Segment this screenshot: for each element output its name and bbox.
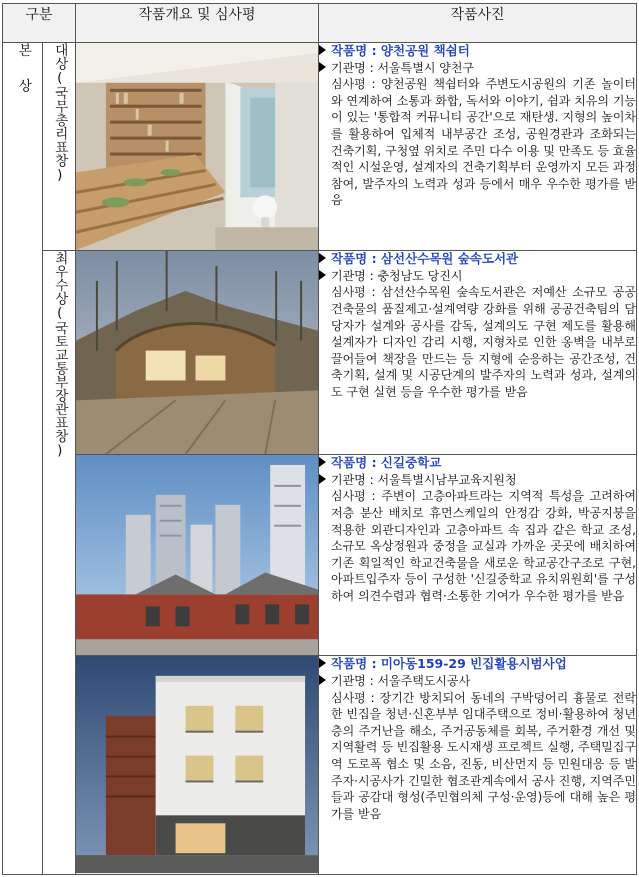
entry-2-title: 작품명 : 삼선산수목원 숲속도서관 [331, 251, 519, 267]
bullet-arrow-icon [319, 474, 326, 484]
entry-row-2 [3, 251, 637, 455]
bullet-arrow-icon [319, 675, 326, 685]
library-interior-photo [76, 43, 318, 250]
bullet-arrow-icon [319, 658, 326, 668]
bullet-arrow-icon [319, 270, 326, 280]
forest-library-photo [76, 251, 318, 454]
school-building-photo [76, 455, 318, 655]
entry-3-agency: 기관명 : 서울특별시남부교육지원청 [331, 472, 517, 487]
award-grand-label: 대상(국무총리표창) [51, 43, 68, 183]
entry-1-agency: 기관명 : 서울특별시 양천구 [331, 60, 474, 75]
bullet-arrow-icon [319, 45, 326, 55]
entry-1-review: 심사평 : 양천공원 책쉼터와 주변도시공원의 기존 놀이터와 연계하여 소통과 화합, 독서와 이야기, 쉼과 치유의 기능이 있는 '통합적 커뮤니티 공간'으로 재탄생. 지형의 높이차를 활용하여 입체적 내부공간 조성, 공원경관과 조화되는 건축기획, 구청옆 위치로 주민 다수 이용 및 만족도 등 효율적인 시설운영, 설계자의 건축기획부터 운영까지 모든 과정 참여, 발주자의 노력과 성과 등에서 매우 우수한 평가를 받음 [331, 77, 636, 208]
header-category: 구분 [3, 4, 76, 43]
category-cell [3, 43, 43, 875]
entry-row-3 [3, 455, 637, 656]
entry-4-title: 작품명 : 미아동159-29 빈집활용시범사업 [331, 656, 567, 672]
bullet-arrow-icon [319, 457, 326, 467]
header-overview: 작품개요 및 심사평 [76, 4, 319, 43]
award-excellence-label: 최우수상(국토교통부장관표창) [51, 251, 68, 459]
bullet-arrow-icon [319, 62, 326, 72]
entry-1-desc [319, 43, 637, 251]
category-label: 본상 [15, 43, 32, 114]
entry-2-agency: 기관명 : 충청남도 당진시 [331, 268, 463, 283]
entry-row-4 [3, 656, 637, 874]
award-excellence-cell [43, 251, 76, 874]
entry-3-desc [319, 455, 637, 656]
entry-2-review: 심사평 : 삼선산수목원 숲속도서관은 저예산 소규모 공공건축물의 품질제고·설계역량 강화를 위해 공공건축팀의 담당자가 설계와 공사를 감독, 설계의도 구현 제도를 활용해 설계자가 디자인 감리 시행, 지형차로 인한 옹벽을 내부로 끌어들여 책장을 만드는 등 지형에 순응하는 공간조성, 건축기획, 설계 및 시공단계의 발주자의 노력과 성과, 설계의도 구현 실현 등을 우수한 평가를 받음 [331, 285, 636, 399]
entry-4-agency: 기관명 : 서울주택도시공사 [331, 674, 471, 689]
entry-2-desc [319, 251, 637, 455]
entry-2-photo-cell [76, 251, 319, 455]
entry-3-review: 심사평 : 주변이 고층아파트라는 지역적 특성을 고려하여 저층 분산 배치로 휴먼스케일의 안정감 강화, 박공지붕을 적용한 외관디자인과 고층아파트 속 집과 같은 학교 조성, 소규모 옥상정원과 중정을 교실과 가까운 곳곳에 배치하여 기존 획일적인 학교건축물을 새로운 학교공간구조로 구현, 아파트입주자 등이 구성한 '신길중학교 유치위원회'를 구성하여 의견수렴과 협력·소통한 기여가 우수한 평가를 받음 [331, 489, 636, 604]
entry-1-photo-cell [76, 43, 319, 251]
entry-4-photo-cell [76, 656, 319, 874]
award-grand-cell [43, 43, 76, 251]
entry-3-title: 작품명 : 신길중학교 [331, 455, 442, 471]
entry-4-desc [319, 656, 637, 874]
entry-3-photo-cell [76, 455, 319, 656]
entry-1-title: 작품명 : 양천공원 책쉼터 [331, 43, 470, 58]
entry-4-review: 심사평 : 장기간 방치되어 동네의 구박덩어리 흉물로 전락한 빈집을 청년·신혼부부 임대주택으로 정비·활용하여 청년층의 주거난을 해소, 주거공동체를 회복, 주거환경 개선 및 지역활력 등 빈집활용 도시재생 프로젝트 실행, 주택밀집구역 도로폭 협소 및 소음, 진동, 비산먼지 등 민원대응 등 발주자·시공사가 긴밀한 협조관계속에서 공사 진행, 지역주민들과 공감대 형성(주민협의체 구성·운영)등에 대해 높은 평가를 받음 [331, 690, 636, 821]
awards-table [2, 3, 637, 875]
bullet-arrow-icon [319, 253, 326, 263]
entry-row-1 [3, 43, 637, 251]
header-photo: 작품사진 [319, 4, 637, 43]
housing-building-photo [76, 656, 318, 873]
header-row [3, 4, 637, 43]
